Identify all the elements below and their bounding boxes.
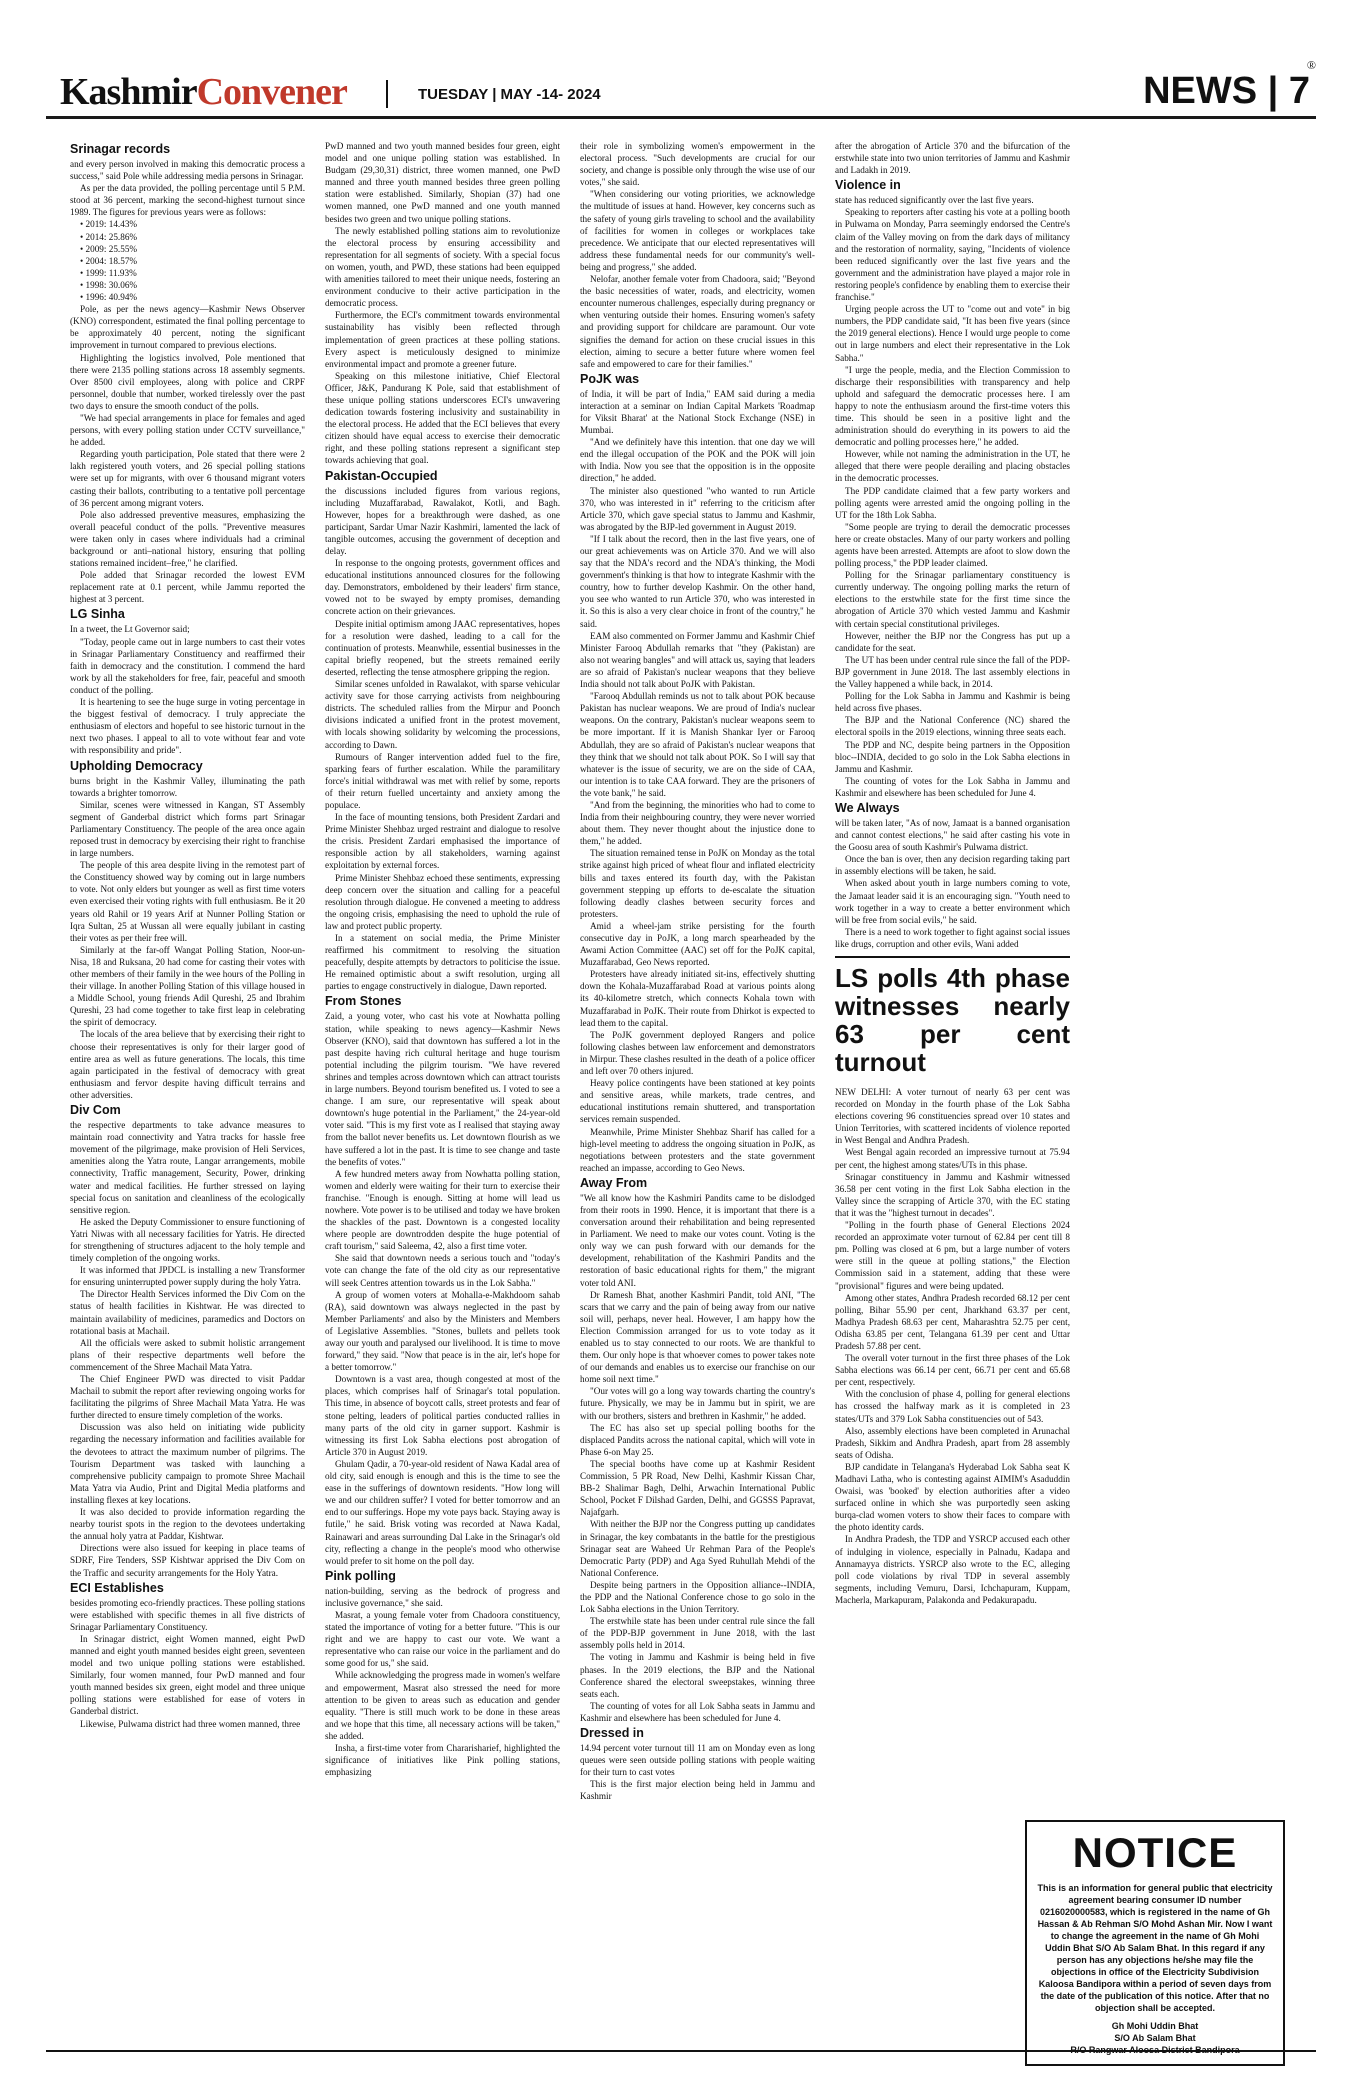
dateline: TUESDAY | MAY -14- 2024 — [418, 86, 601, 103]
paragraph: "And we definitely have this intention. that one day we will end the illegal occupation of the POK and the POK will join with India. Now you see that the opposition is in the opposite direction," he added. — [580, 437, 815, 484]
subhead: From Stones — [325, 994, 402, 1009]
paragraph: Downtown is a vast area, though congested at most of the places, which comprises half of Srinagar's total population. This time, in absence of boycott calls, street protests and fear of stone pelting, leaders of political parties conducted rallies in many parts of the old city in garner support. Kashmir is witnessing its first Lok Sabha elections post abrogation of Article 370 in August 2019. — [325, 1374, 560, 1457]
notice-signature-line: S/O Ab Salam Bhat — [1114, 2033, 1196, 2043]
paragraph: With neither the BJP nor the Congress putting up candidates in Srinagar, the key combatants in the battle for the prestigious Srinagar seat are Waheed Ur Rehman Para of the People's Democratic Party (PDP) and Aga Syed Ruhullah Mehdi of the National Conference. — [580, 1519, 815, 1578]
paragraph: "When considering our voting priorities, we acknowledge the multitude of issues at hand. However, key concerns such as the safety of young girls traveling to school and the availability of facilities for women in colleges or workplaces take precedence. We anticipate that our elected representatives will address these fundamental needs for our community's well-being and progress," she added. — [580, 189, 815, 272]
subhead: ECI Establishes — [70, 1580, 164, 1595]
paragraph: There is a need to work together to fight against social issues like drugs, corruption and other evils, Wani added — [835, 926, 1070, 949]
subhead: Srinagar records — [70, 142, 171, 156]
paragraph: Pole added that Srinagar recorded the lowest EVM replacement rate at 0.1 percent, while Jammu reported the highest at 3 percent. — [70, 570, 305, 605]
paragraph: The EC has also set up special polling booths for the displaced Pandits across the national capital, which will vote in Phase 6-on May 25. — [580, 1422, 815, 1457]
notice-signature-line: Gh Mohi Uddin Bhat — [1111, 2021, 1199, 2031]
paragraph: The Chief Engineer PWD was directed to visit Paddar Machail to submit the report after reviewing ongoing works for facilitating the pilgrims of Shree Machail Mata Yatra. He was further directed to ensure timely completion of the works. — [70, 1374, 305, 1421]
paragraph: The situation remained tense in PoJK on Monday as the total strike against high priced of wheat flour and inflated electricity bills and taxes entered its fourth day, with the Pakistan government stepping up efforts to de-escalate the situation following deadly clashes between security forces and protesters. — [580, 848, 815, 919]
bottom-rule — [46, 2050, 1316, 2052]
paragraph: All the officials were asked to submit holistic arrangement plans of their respective departments well before the commencement of the Shree Machail Mata Yatra. — [70, 1337, 305, 1372]
stat-line: • 2014: 25.86% — [80, 231, 138, 242]
paragraph: Similar, scenes were witnessed in Kangan, ST Assembly segment of Ganderbal district which forms part Srinagar Parliamentary Constituency. The people of the area once again reposed trust in democracy by exercising their right to franchise in large numbers. — [70, 799, 305, 859]
paragraph: Urging people across the UT to "come out and vote" in big numbers, the PDP candidate said, "It has been five years (since the 2019 general elections). Hence I would urge people to come out in large numbers and elect their representative in the Lok Sabha." — [835, 304, 1070, 363]
paragraph: the respective departments to take advance measures to maintain road connectivity and Yatra tracks for hassle free movement of the pilgrimage, make provision of Heli Services, amenities along the Yatra route, Langar arrangements, mobile connectivity, Traffic management, Security, Power, drinking water and medical facilities. He further stressed on laying special focus on sanitation and cleanliness of the ecologically sensitive region. — [70, 1120, 305, 1215]
paragraph: of India, it will be part of India," EAM said during a media interaction at a seminar on Indian Capital Markets 'Roadmap for Viksit Bharat' at the National Stock Exchange (NSE) in Mumbai. — [580, 388, 815, 436]
stat-line: • 2004: 18.57% — [80, 255, 138, 266]
paragraph: EAM also commented on Former Jammu and Kashmir Chief Minister Farooq Abdullah remarks that "they (Pakistan) are also not wearing bangles" and will attack us, saying that leaders are so afraid of Pakistan's nuclear weapons that they believe India should not talk about PoJK with Pakistan. — [580, 630, 815, 690]
subhead: Upholding Democracy — [70, 758, 203, 773]
paragraph: The counting of votes for all Lok Sabha seats in Jammu and Kashmir and elsewhere has been scheduled for June 4. — [580, 1700, 815, 1723]
paragraph: "We had special arrangements in place for females and aged persons, with every polling station under CCTV surveillance," he added. — [70, 412, 305, 448]
paragraph: She said that downtown needs a serious touch and "today's vote can change the fate of the old city as our representative will seek Centres attention towards us in the Lok Sabha." — [325, 1253, 560, 1288]
paragraph: The special booths have come up at Kashmir Resident Commission, 5 PR Road, New Delhi, Kashmir Kissan Char, BB-2 Shalimar Bagh, Delhi, Arwachin International Public School, Pocket F Dilshad Garden, Delhi, and GGSSS Papravat, Najafgarh. — [580, 1458, 815, 1518]
subhead: Dressed in — [580, 1726, 644, 1740]
paragraph: burns bright in the Kashmir Valley, illuminating the path towards a brighter tomorrow. — [70, 775, 305, 798]
paragraph: NEW DELHI: A voter turnout of nearly 63 per cent was recorded on Monday in the fourth phase of the Lok Sabha elections covering 96 constituencies spread over 10 states and Union Territories, with scattered incidents of violence reported in West Bengal and Andhra Pradesh. — [835, 1087, 1070, 1146]
paragraph: "Some people are trying to derail the democratic processes here or create obstacles. Many of our party workers and polling agents have been arrested. Attempts are afoot to slow down the polling process," the PDP leader claimed. — [835, 521, 1070, 569]
paragraph: However, while not naming the administration in the UT, he alleged that there were people derailing and placing obstacles in the democratic processes. — [835, 449, 1070, 484]
paragraph: "If I talk about the record, then in the last five years, one of our great achievements was on Article 370. And we will also say that the NDA's record and the NDA's thinking, the Modi government's thinking is that how to integrate Kashmir with the country, how to further develop Kashmir. On the other hand, you see who wanted to run Article 370, who was interested in it. So this is also a very clear choice in front of the country," he said. — [580, 533, 815, 629]
paragraph: Heavy police contingents have been stationed at key points and sensitive areas, while markets, trade centres, and educational institutions remain shuttered, and transportation services remain suspended. — [580, 1078, 815, 1125]
paragraph: The counting of votes for the Lok Sabha in Jammu and Kashmir and elsewhere has been scheduled for June 4. — [835, 775, 1070, 798]
paragraph: The PoJK government deployed Rangers and police following clashes between law enforcement and demonstrators in Mirpur. These clashes resulted in the death of a police officer and left over 70 others injured. — [580, 1029, 815, 1077]
paragraph: "I urge the people, media, and the Election Commission to discharge their responsibilities with transparency and help uphold and safeguard the democratic processes here. I am happy to note the enthusiasm around the first-time voters this time. This should be seen in a positive light and the administration should do everything in its powers to aid the democratic and polling processes here," he added. — [835, 364, 1070, 448]
notice-title: NOTICE — [1072, 1829, 1238, 1876]
masthead-divider — [386, 80, 388, 108]
paragraph: Meanwhile, Prime Minister Shehbaz Sharif has called for a high-level meeting to address the ongoing situation in PoJK, as negotiations between protesters and the state government reached an impasse, according to Geo News. — [580, 1126, 815, 1173]
paragraph: Highlighting the logistics involved, Pole mentioned that there were 2135 polling stations across 18 assembly segments. Over 8500 civil employees, along with police and CRPF personnel, double that number, worked tirelessly over the past two days to ensure the smooth conduct of the polls. — [70, 352, 305, 411]
section-page-label: NEWS | 7 — [1143, 70, 1310, 112]
paragraph: nation-building, serving as the bedrock of progress and inclusive governance," she said. — [325, 1585, 560, 1608]
paragraph: Masrat, a young female voter from Chadoora constituency, stated the importance of voting for a better future. "This is our right and we are happy to cast our vote. We want a representative who can raise our voice in the parliament and do some good for us," she said. — [325, 1609, 560, 1669]
paragraph: In Andhra Pradesh, the TDP and YSRCP accused each other of indulging in violence, especially in Palnadu, Kadapa and Annamayya districts. YSRCP also wrote to the EC, alleging poll code violations by rival TDP in several assembly segments, including Vemuru, Darsi, Ichchapuram, Kuppam, Macherla, Markapuram, Palakonda and Pedakurapadu. — [835, 1534, 1070, 1605]
column-5 — [1085, 140, 1320, 2035]
stat-line: • 1999: 11.93% — [80, 267, 137, 278]
paragraph: The overall voter turnout in the first three phases of the Lok Sabha elections was 66.14 per cent, 66.71 per cent and 65.68 per cent, respectively. — [835, 1353, 1070, 1388]
paragraph: Speaking on this milestone initiative, Chief Electoral Officer, J&K, Pandurang K Pole, said that establishment of these unique polling stations underscores ECI's unwavering dedication towards fostering inclusivity and sustainability in the electoral process. He added that the ECI believes that every citizen should have equal access to exercise their democratic right, and these polling stations represent a significant step towards achieving that goal. — [325, 370, 560, 466]
paragraph: their role in symbolizing women's empowerment in the electoral process. "Such developments are crucial for our society, and change is possible only through the wise use of our votes," she said. — [580, 141, 815, 188]
paragraph: will be taken later, "As of now, Jamaat is a banned organisation and cannot contest elections," he said after casting his vote in the Goosu area of south Kashmir's Pulwama district. — [835, 817, 1070, 853]
paragraph: Zaid, a young voter, who cast his vote at Nowhatta polling station, while speaking to news agency—Kashmir News Observer (KNO), said that downtown has suffered a lot in the past despite having rich cultural heritage and huge tourism potential including the pilgrim tourism. "We have revered shrines and temples across downtown which can attract tourists in large numbers. Beyond tourism benefited us. I voted to see a change. I am sure, our representative will speak about downtown's huge potential in the Parliament," the 24-year-old voter said. "This is my first vote as I realised that staying away from the ballot never benefits us. Let downtown flourish as we have suffered a lot in the past. It is time to see change and taste the benefits of votes." — [325, 1011, 560, 1167]
paragraph: It was informed that JPDCL is installing a new Transformer for ensuring uninterrupted power supply during the holy Yatra. — [70, 1265, 305, 1288]
registered-mark-icon: ® — [1306, 58, 1316, 72]
paragraph: Rumours of Ranger intervention added fuel to the fire, sparking fears of further escalation. While the paramilitary force's initial withdrawal was met with relief by some, reports of their return fuelled uncertainty and anxiety among the populace. — [325, 751, 560, 810]
paragraph: "Today, people came out in large numbers to cast their votes in Srinagar Parliamentary Constituency and reaffirmed their faith in democracy and the constitution. I commend the hard work by all the stakeholders for free, fair, peaceful and smooth conduct of the polling. — [70, 636, 305, 695]
paragraph: PwD manned and two youth manned besides four green, eight model and one unique polling station was established. In Budgam (29,30,31) district, three women manned, one PwD manned and three youth manned besides three green polling station were established. Similarly, Shopian (37) had one women manned, one PwD manned and one youth manned besides two green and two unique polling stations. — [325, 141, 560, 224]
column-4 — [835, 140, 1070, 2035]
paragraph: Protesters have already initiated sit-ins, effectively shutting down the Kohala-Muzaffarabad Road at various points along its 40-kilometre stretch, which connects Kohala town with Muzaffarabad in PoJK. Their route from Dhirkot is expected to lead them to the capital. — [580, 969, 815, 1028]
subhead: Away From — [580, 1175, 648, 1190]
paragraph: Regarding youth participation, Pole stated that there were 2 lakh registered youth voters, and 26 special polling stations were set up for migrants, with over 6 thousand migrant voters casting their ballots, contributing to a tentative poll percentage of 36 percent among migrant voters. — [70, 449, 305, 508]
paragraph: A few hundred meters away from Nowhatta polling station, women and elderly were waiting for their turn to exercise their franchise. "Enough is enough. Sitting at home will lead us nowhere. Vote power is to be utilised and today we have broken the shackles of the past. Downtown is a congested locality where people are downtrodden despite the huge potential of craft tourism," said Saleema, 42, also a first time voter. — [325, 1168, 560, 1252]
paragraph: The UT has been under central rule since the fall of the PDP-BJP government in June 2018. The last assembly elections in the Valley happened a while back, in 2014. — [835, 654, 1070, 690]
notice — [1025, 1820, 1285, 2066]
paragraph: As per the data provided, the polling percentage until 5 P.M. stood at 36 percent, marking the second-highest turnout since 1989. The figures for previous years were as follows: — [70, 183, 305, 218]
paragraph: "Our votes will go a long way towards charting the country's future. Physically, we may be in Jammu but in spirit, we are with our brothers, sisters and brethren in Kashmir," he added. — [580, 1386, 815, 1421]
paragraph: Once the ban is over, then any decision regarding taking part in assembly elections will be taken, he said. — [835, 854, 1070, 877]
brand-first: Kashmir — [60, 71, 197, 113]
paragraph: Directions were also issued for keeping in place teams of SDRF, Fire Tenders, SSP Kishtwar apprised the Div Com on the Traffic and security arrangements for the Holy Yatra. — [70, 1543, 305, 1578]
brand-second: Convener — [196, 71, 347, 113]
paragraph: Dr Ramesh Bhat, another Kashmiri Pandit, told ANI, "The scars that we carry and the pain of being away from our native soil will, perhaps, never heal. However, I am happy how the Election Commission arranged for us to vote today as it enabled us to stay connected to our roots. We are thankful to them. Our only hope is that whoever comes to power takes note of our demands and enables us to exercise our franchise on our home soil next time." — [580, 1289, 815, 1385]
paragraph: Amid a wheel-jam strike persisting for the fourth consecutive day in PoJK, a long march spearheaded by the Awami Action Committee (AAC) set off for the PoJK capital, Muzaffarabad, Geo News reported. — [580, 920, 815, 968]
paragraph: Ghulam Qadir, a 70-year-old resident of Nawa Kadal area of old city, said enough is enough and this is the time to see the ease in the sufferings of downtown residents. "How long will we and our children suffer? I voted for better tomorrow and an end to our sufferings. Hope my vote pays back. Staying away is futile," he said. Brisk voting was recorded at Nawa Kadal, Rainawari and areas surrounding Dal Lake in the Srinagar's old city, reflecting a change in the people's mood who otherwise would prefer to sit home on the poll day. — [325, 1458, 560, 1566]
paragraph: The locals of the area believe that by exercising their right to choose their representatives is only for their larger good of entire area as well as future generations. The locals, this time again participated in the festival of democracy with great enthusiasm and fervor despite having difficult terrains and other adversities. — [70, 1029, 305, 1100]
paragraph: after the abrogation of Article 370 and the bifurcation of the erstwhile state into two union territories of Jammu and Kashmir and Ladakh in 2019. — [835, 141, 1070, 176]
paragraph: Similarly at the far-off Wangat Polling Station, Noor-un-Nisa, 18 and Ruksana, 20 had come for casting their votes with other members of their family in the wee hours of the Polling in their village. In another Polling Station of this village housed in a Middle School, young friends Adil Qureshi, 25 and Ibrahim Qureshi, 23 had come together to take first leap in celebrating the spirit of democracy. — [70, 944, 305, 1028]
paragraph: and every person involved in making this democratic process a success," said Pole while addressing media persons in Srinagar. — [70, 159, 305, 182]
paragraph: The people of this area despite living in the remotest part of the Constituency showed way by coming out in large numbers to vote. Not only elders but younger as well as first time voters even exercised their voting rights with full enthusiasm. Be it 20 years old Rahil or 19 years Arif at Nunner Polling Station or Iqra Sultan, 25 at Wussan all were equally jubilant in casting their votes as per their free will. — [70, 860, 305, 943]
paragraph: Likewise, Pulwama district had three women manned, three — [80, 1718, 301, 1729]
subhead: Violence in — [835, 178, 901, 193]
headline: LS polls 4th phase witnesses nearly 63 per cent turnout — [835, 963, 1070, 1077]
paragraph: Nelofar, another female voter from Chadoora, said; "Beyond the basic necessities of water, roads, and electricity, women encounter numerous challenges, especially during pregnancy or when venturing outside their homes. Ensuring women's safety and providing support for childcare are paramount. Our vote signifies the demand for action on these crucial issues in this election, aiming to secure a better future where women feel safe and empowered to care for their families." — [580, 274, 815, 369]
paragraph: Polling for the Lok Sabha in Jammu and Kashmir is being held across five phases. — [835, 691, 1070, 714]
paragraph: In a tweet, the Lt Governor said; — [70, 624, 190, 635]
paragraph: Furthermore, the ECI's commitment towards environmental sustainability has visibly been reflected through implementation of green practices at these polling stations. Every aspect is meticulously designed to minimize environmental impact and promote a greener future. — [325, 310, 560, 369]
masthead — [46, 58, 1316, 119]
paragraph: The newly established polling stations aim to revolutionize the electoral process by ensuring accessibility and representation for all segments of society. With a special focus on women, youth, and PWD, these stations had been equipped with amenities tailored to meet their unique needs, fostering an environment conducive to their active participation in the democratic process. — [325, 225, 560, 309]
paragraph: In the face of mounting tensions, both President Zardari and Prime Minister Shehbaz urged restraint and dialogue to resolve the crisis. President Zardari emphasised the importance of responsible action by all stakeholders, warning against exploitation by external forces. — [325, 812, 560, 871]
paragraph: However, neither the BJP nor the Congress has put up a candidate for the seat. — [835, 630, 1070, 653]
paragraph: Pole, as per the news agency—Kashmir News Observer (KNO) correspondent, estimated the final polling percentage to be approximately 40 percent, noting the significant improvement in turnout compared to previous elections. — [70, 304, 305, 351]
subhead: PoJK was — [580, 371, 640, 386]
paragraph: With the conclusion of phase 4, polling for general elections has crossed the halfway mark as it is completed in 23 states/UTs and 379 Lok Sabha constituencies out of 543. — [835, 1389, 1070, 1424]
paragraph: In response to the ongoing protests, government offices and educational institutions announced closures for the following day. Demonstrators, emboldened by their leaders' firm stance, vowed not to be swayed by empty promises, demanding concrete action on their grievances. — [325, 558, 560, 617]
column-2 — [325, 140, 560, 2035]
paragraph: In Srinagar district, eight Women manned, eight PwD manned and eight youth manned besides eight green, seventeen model and two unique polling stations were established. Similarly, four women manned, four PwD manned and four youth manned besides six green, eight model and three unique polling stations were established for ease of voters in Ganderbal district. — [70, 1633, 305, 1717]
paragraph: "And from the beginning, the minorities who had to come to India from their neighbouring country, they were never worried about them. They never thought about the injustice done to them," he added. — [580, 799, 815, 847]
notice-signature-line: R/O Rangwar Aloosa District Bandipora — [1070, 2045, 1240, 2055]
subhead: LG Sinha — [70, 607, 125, 622]
paragraph: It was also decided to provide information regarding the nearby tourist spots in the region to the devotees undertaking the annual holy yatra at Paddar, Kishtwar. — [70, 1507, 305, 1542]
subhead: Div Com — [70, 1103, 121, 1118]
subhead: Pink polling — [325, 1568, 396, 1583]
paragraph: BJP candidate in Telangana's Hyderabad Lok Sabha seat K Madhavi Latha, who is contesting against AIMIM's Asaduddin Owaisi, was 'booked' by election authorities after a video surfaced online in which she was purportedly seen asking burqa-clad women voters to show their faces to compare with the photo identity cards. — [835, 1461, 1070, 1533]
paragraph: The Director Health Services informed the Div Com on the status of health facilities in Kishtwar. He was directed to maintain availability of medicines, paramedics and Doctors on rotational basis at Machail. — [70, 1289, 305, 1336]
paragraph: Pole also addressed preventive measures, emphasizing the overall peaceful conduct of the polls. "Preventive measures were taken only in cases where individuals had a criminal background or anti–national history, ensuring that polling stations remained incident–free," he clarified. — [70, 509, 305, 569]
subhead: Pakistan-Occupied — [325, 468, 438, 483]
paragraph: Also, assembly elections have been completed in Arunachal Pradesh, Sikkim and Andhra Pradesh, apart from 28 assembly seats of Odisha. — [835, 1425, 1070, 1460]
paragraph: West Bengal again recorded an impressive turnout at 75.94 per cent, the highest among states/UTs in this phase. — [835, 1147, 1070, 1170]
paragraph: 14.94 percent voter turnout till 11 am on Monday even as long queues were seen outside polling stations with people waiting for their turn to cast votes — [580, 1743, 815, 1778]
subhead: We Always — [835, 800, 900, 815]
paragraph: Discussion was also held on initiating wide publicity regarding the necessary information and facilities available for the devotees to attract the maximum number of pilgrims. The Tourism Department was tasked with launching a comprehensive publicity campaign to promote Shree Machail Mata Yatra via Audio, Print and Digital Media platforms and installing flexes at key locations. — [70, 1422, 305, 1505]
notice-box — [1025, 1808, 1285, 2066]
notice-body: This is an information for general public that electricity agreement bearing consumer ID number 0216020000583, which is registered in the name of Gh Hassan & Ab Rehman S/O Mohd Ashan Mir. Now I want to change the agreement in the name of Gh Mohi Uddin Bhat S/O Ab Salam Bhat. In this regard if any person has any objections he/she may file the objections in office of the Electricity Subdivision Kaloosa Bandipora within a period of seven days from the date of the publication of this notice. After that no objection shall be accepted. — [1037, 1883, 1273, 2013]
stat-line: • 2019: 14.43% — [80, 219, 138, 230]
paragraph: The BJP and the National Conference (NC) shared the electoral spoils in the 2019 elections, winning three seats each. — [835, 715, 1070, 738]
paragraph: besides promoting eco-friendly practices. These polling stations were established with specific themes in all five districts of Srinagar Parliamentary Constituency. — [70, 1597, 305, 1632]
paragraph: It is heartening to see the huge surge in voting percentage in the biggest festival of democracy. I truly appreciate the enthusiasm of electors and hopeful to see historic turnout in the next two phases. I appeal to all to vote without fear and vote with responsibility and pride". — [70, 697, 305, 756]
paragraph: The erstwhile state has been under central rule since the fall of the PDP-BJP government in June 2018, with the last assembly polls held in 2014. — [580, 1616, 815, 1651]
paragraph: Despite being partners in the Opposition alliance--INDIA, the PDP and the National Conference chose to go solo in the Lok Sabha elections in the Union Territory. — [580, 1579, 815, 1615]
paragraph: the discussions included figures from various regions, including Muzaffarabad, Rawalakot, Kotli, and Bagh. However, hopes for a breakthrough were dashed, as one participant, Sardar Umar Nazir Kashmiri, lamented the lack of tangible outcomes, accusing the government of deception and delay. — [325, 485, 560, 556]
paragraph: Among other states, Andhra Pradesh recorded 68.12 per cent polling, Bihar 55.90 per cent, Jharkhand 63.37 per cent, Madhya Pradesh 68.63 per cent, Maharashtra 52.75 per cent, Odisha 63.85 per cent, Telangana 61.39 per cent and Uttar Pradesh 57.88 per cent. — [835, 1292, 1070, 1351]
paragraph: He asked the Deputy Commissioner to ensure functioning of Yatri Niwas with all necessary facilities for Yatris. He directed for strengthening of structures adjacent to the holy temple and timely completion of the ongoing works. — [70, 1216, 305, 1264]
paragraph: The PDP and NC, despite being partners in the Opposition bloc--INDIA, decided to go solo in the Lok Sabha elections in Jammu and Kashmir. — [835, 739, 1070, 774]
paragraph: Despite initial optimism among JAAC representatives, hopes for a resolution were dashed, leading to a call for the continuation of protests. Meanwhile, essential businesses in the capital briefly reopened, but the streets remained eerily deserted, reflecting the tense atmosphere gripping the region. — [325, 618, 560, 677]
paragraph: The PDP candidate claimed that a few party workers and polling agents were arrested amid the ongoing polling in the UT for the 18th Lok Sabha. — [835, 485, 1070, 520]
stat-line: • 1996: 40.94% — [80, 292, 138, 303]
paragraph: "Farooq Abdullah reminds us not to talk about POK because Pakistan has nuclear weapons. We are proud of India's nuclear weapons. On the contrary, Pakistan's nuclear weapons seem to be more important. If it is Manish Shankar Iyer or Farooq Abdullah, they are so afraid of Pakistan's nuclear weapons that they think that we should not talk about POK. So I will say that whatever is the issue of security, we are on the side of CAA, our intention is to take CAA forward. They are the prisoners of the vote bank," he said. — [580, 691, 815, 798]
paragraph: Prime Minister Shehbaz echoed these sentiments, expressing deep concern over the situation and calling for a peaceful resolution through dialogue. He convened a meeting to address the ongoing crisis, emphasising the need to uphold the rule of law and protect public property. — [325, 872, 560, 931]
paragraph: When asked about youth in large numbers coming to vote, the Jamaat leader said it is an encouraging sign. "Youth need to work together in a way to create a better environment which will be free from social evils," he said. — [835, 878, 1070, 925]
paragraph: This is the first major election being held in Jammu and Kashmir — [580, 1779, 815, 1802]
paragraph: "Polling in the fourth phase of General Elections 2024 recorded an approximate voter turnout of 62.84 per cent till 8 pm. Polling was closed at 6 pm, but a large number of voters were still in the queue at polling stations," the Election Commission said in a statement, adding that these were "provisional" figures and were being updated. — [835, 1220, 1070, 1291]
paragraph: "We all know how the Kashmiri Pandits came to be dislodged from their roots in 1990. Hence, it is important that there is a conversation around their rehabilitation and being represented in Parliament. We need to make our votes count. Voting is the only way we can push forward with our demands for the development, rehabilitation of the Kashmiri Pandits and the restoration of basic educational rights for them," the migrant voter told ANI. — [580, 1192, 815, 1288]
paragraph: Srinagar constituency in Jammu and Kashmir witnessed 36.58 per cent voting in the first Lok Sabha election in the Valley since the scrapping of Article 370, with the EC stating that it was the "highest turnout in decades". — [835, 1171, 1070, 1218]
column-1 — [70, 140, 305, 2035]
paragraph: While acknowledging the progress made in women's welfare and empowerment, Masrat also stressed the need for more attention to be given to areas such as education and gender equality. "There is still much work to be done in these areas and we hope that this time, all necessary actions will be taken," she added. — [325, 1670, 560, 1741]
paragraph: A group of women voters at Mohalla-e-Makhdoom sahab (RA), said downtown was always neglected in the past by Member Parliaments' and also by the Ministers and Members of Legislative Assemblies. "Stones, bullets and pellets took away our youth and paralysed our livelihood. It is time to move forward," they said. "Now that peace is in the air, let's hope for a better tomorrow." — [325, 1289, 560, 1373]
stat-line: • 1998: 30.06% — [80, 279, 138, 290]
column-3 — [580, 140, 815, 2035]
article-columns — [70, 140, 1320, 2035]
paragraph: state has reduced significantly over the last five years. — [835, 195, 1034, 206]
paragraph: In a statement on social media, the Prime Minister reaffirmed his commitment to resolving the situation peacefully, despite attempts by detractors to politicise the issue. He remained optimistic about a swift resolution, urging all parties to engage constructively in dialogue, Dawn reported. — [325, 933, 560, 992]
paragraph: Insha, a first-time voter from Chararisharief, highlighted the significance of initiatives like Pink polling stations, emphasizing — [325, 1743, 560, 1778]
newspaper-logo — [60, 70, 347, 114]
paragraph: Similar scenes unfolded in Rawalakot, with sparse vehicular activity save for those carrying activists from neighbouring districts. The scheduled rallies from the Mirpur and Poonch divisions indicated a unified front in the protest movement, with locals showing solidarity by welcoming the processions, according to Dawn. — [325, 679, 560, 750]
paragraph: The voting in Jammu and Kashmir is being held in five phases. In the 2019 elections, the BJP and the National Conference shared the electoral sweepstakes, winning three seats each. — [580, 1652, 815, 1699]
paragraph: The minister also questioned "who wanted to run Article 370, who was interested in it" referring to the criticism after Article 370, which gave special status to Jammu and Kashmir, was abrogated by the BJP-led government in August 2019. — [580, 485, 815, 532]
paragraph: Polling for the Srinagar parliamentary constituency is currently underway. The ongoing polling marks the return of elections to the erstwhile state for the first time since the abrogation of Article 370 which vested Jammu and Kashmir with certain special constitutional privileges. — [835, 570, 1070, 629]
divider — [835, 956, 1070, 958]
paragraph: Speaking to reporters after casting his vote at a polling booth in Pulwama on Monday, Parra seemingly endorsed the Centre's claim of the Valley moving on from the dark days of militancy and the restoration of normality, saying, "Incidents of violence been reduced significantly over the last five years and the government and the administration have played a major role in restoring people's confidence by enabling them to exercise their franchise." — [835, 207, 1070, 303]
stat-line: • 2009: 25.55% — [80, 243, 138, 254]
